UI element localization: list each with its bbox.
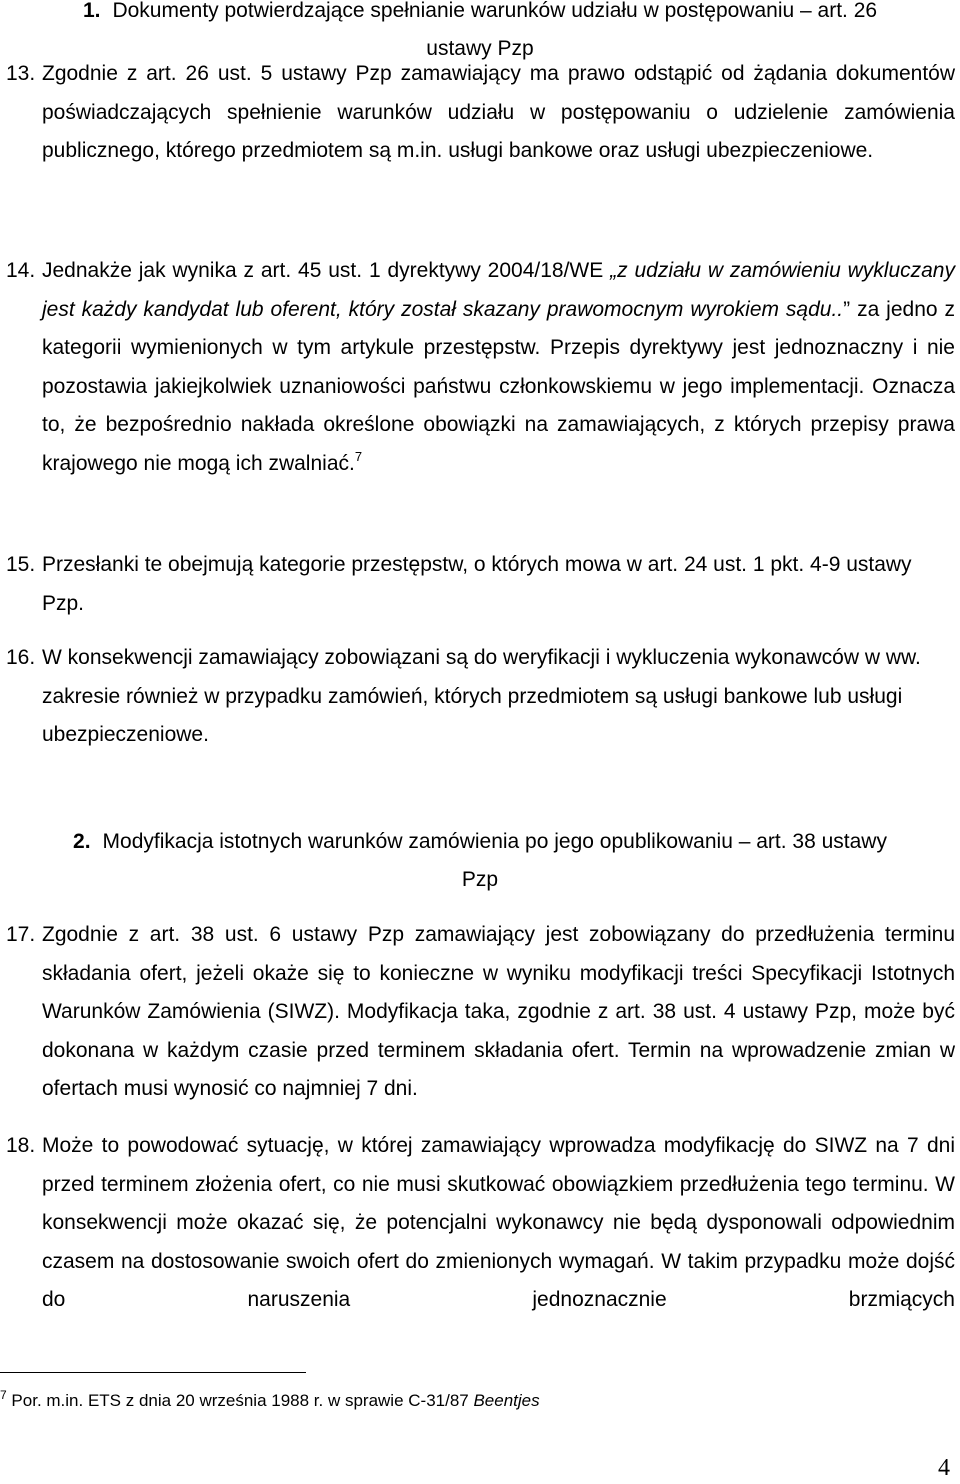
section-number: 1. [82,0,101,22]
section-title-line2: ustawy Pzp [426,37,534,60]
paragraph-text: Zgodnie z art. 38 ust. 6 ustawy Pzp zamawiający jest zobowiązany do przedłużenia terminu składania ofert, jeżeli okaże się to konieczne w wyniku modyfikacji treści Specyfikacji Istotnych Warunków Zamówienia (SIWZ). Modyfikacja taka, zgodnie z art. 38 ust. 4 ustawy Pzp, może być dokonana w każdym czasie przed terminem składania ofert. Termin na wprowadzenie zmian w ofertach musi wynosić co najmniej 7 dni. [42,923,955,1100]
paragraph-14 [6,252,955,483]
footnote-number: 7 [0,1388,7,1402]
section-heading-2 [0,823,960,899]
footnote [0,1388,540,1414]
footnote-separator [0,1372,306,1373]
paragraph-18 [6,1127,955,1320]
footnote-reference[interactable]: 7 [354,448,363,464]
paragraph-text: W konsekwencji zamawiający zobowiązani są do weryfikacji i wykluczenia wykonawców w ww. zakresie również w przypadku zamówień, których przedmiotem są usługi bankowe lub usługi ubezpieczeniowe. [42,646,921,746]
paragraph-number: 16. [6,646,36,669]
paragraph-number: 17. [6,923,36,946]
section-title-line1: Dokumenty potwierdzające spełnianie warunków udziału w postępowaniu – art. 26 [112,0,878,22]
directive-quote: „z udziału w zamówieniu wykluczany jest każdy kandydat lub oferent, który został skazany prawomocnym wyrokiem sądu.. [42,259,955,321]
paragraph-text: Przesłanki te obejmują kategorie przestępstw, o których mowa w art. 24 ust. 1 pkt. 4-9 ustawy Pzp. [42,553,912,615]
footnote-case-name: Beentjes [473,1391,540,1410]
paragraph-number: 14. [6,259,36,282]
paragraph-text [42,252,955,483]
paragraph-text: Może to powodować sytuację, w której zamawiający wprowadza modyfikację do SIWZ na 7 dni przed terminem złożenia ofert, co nie musi skutkować obowiązkiem przedłużenia tego terminu. W konsekwencji może okazać się, że potencjalni wykonawcy nie będą dysponowali odpowiednim czasem na dostosowanie swoich ofert do zmienionych wymagań. W takim przypadku może dojść do naruszenia jednoznacznie brzmiących [42,1134,955,1311]
paragraph-number: 15. [6,553,36,576]
paragraph-13 [6,55,955,171]
paragraph-15 [6,546,955,623]
paragraph-text-start: Jednakże jak wynika z art. 45 ust. 1 dyrektywy 2004/18/WE [42,259,611,282]
section-title-line2: Pzp [461,868,499,891]
section-number: 2. [73,830,91,853]
paragraph-text: Zgodnie z art. 26 ust. 5 ustawy Pzp zamawiający ma prawo odstąpić od żądania dokumentów poświadczających spełnienie warunków udziału w postępowaniu o udzielenie zamówienia publicznego, którego przedmiotem są m.in. usługi bankowe oraz usługi ubezpieczeniowe. [42,62,955,162]
paragraph-16 [6,639,955,755]
footnote-text: Por. m.in. ETS z dnia 20 września 1988 r. w sprawie C-31/87 [11,1391,474,1410]
page-number: 4 [938,1455,950,1481]
paragraph-number: 13. [6,62,36,85]
paragraph-17 [6,916,955,1109]
section-title-line1: Modyfikacja istotnych warunków zamówienia po jego opublikowaniu – art. 38 ustawy [102,830,887,853]
paragraph-number: 18. [6,1134,36,1157]
paragraph-text-end: ” za jedno z kategorii wymienionych w tym artykule przestępstw. Przepis dyrektywy jest jednoznaczny i nie pozostawia jakiejkolwiek uznaniowości państwu członkowskiemu w jego implementacji. Oznacza to, że bezpośrednio nakłada określone obowiązki na zamawiających, z których przepisy prawa krajowego nie mogą ich zwalniać. [42,297,955,475]
